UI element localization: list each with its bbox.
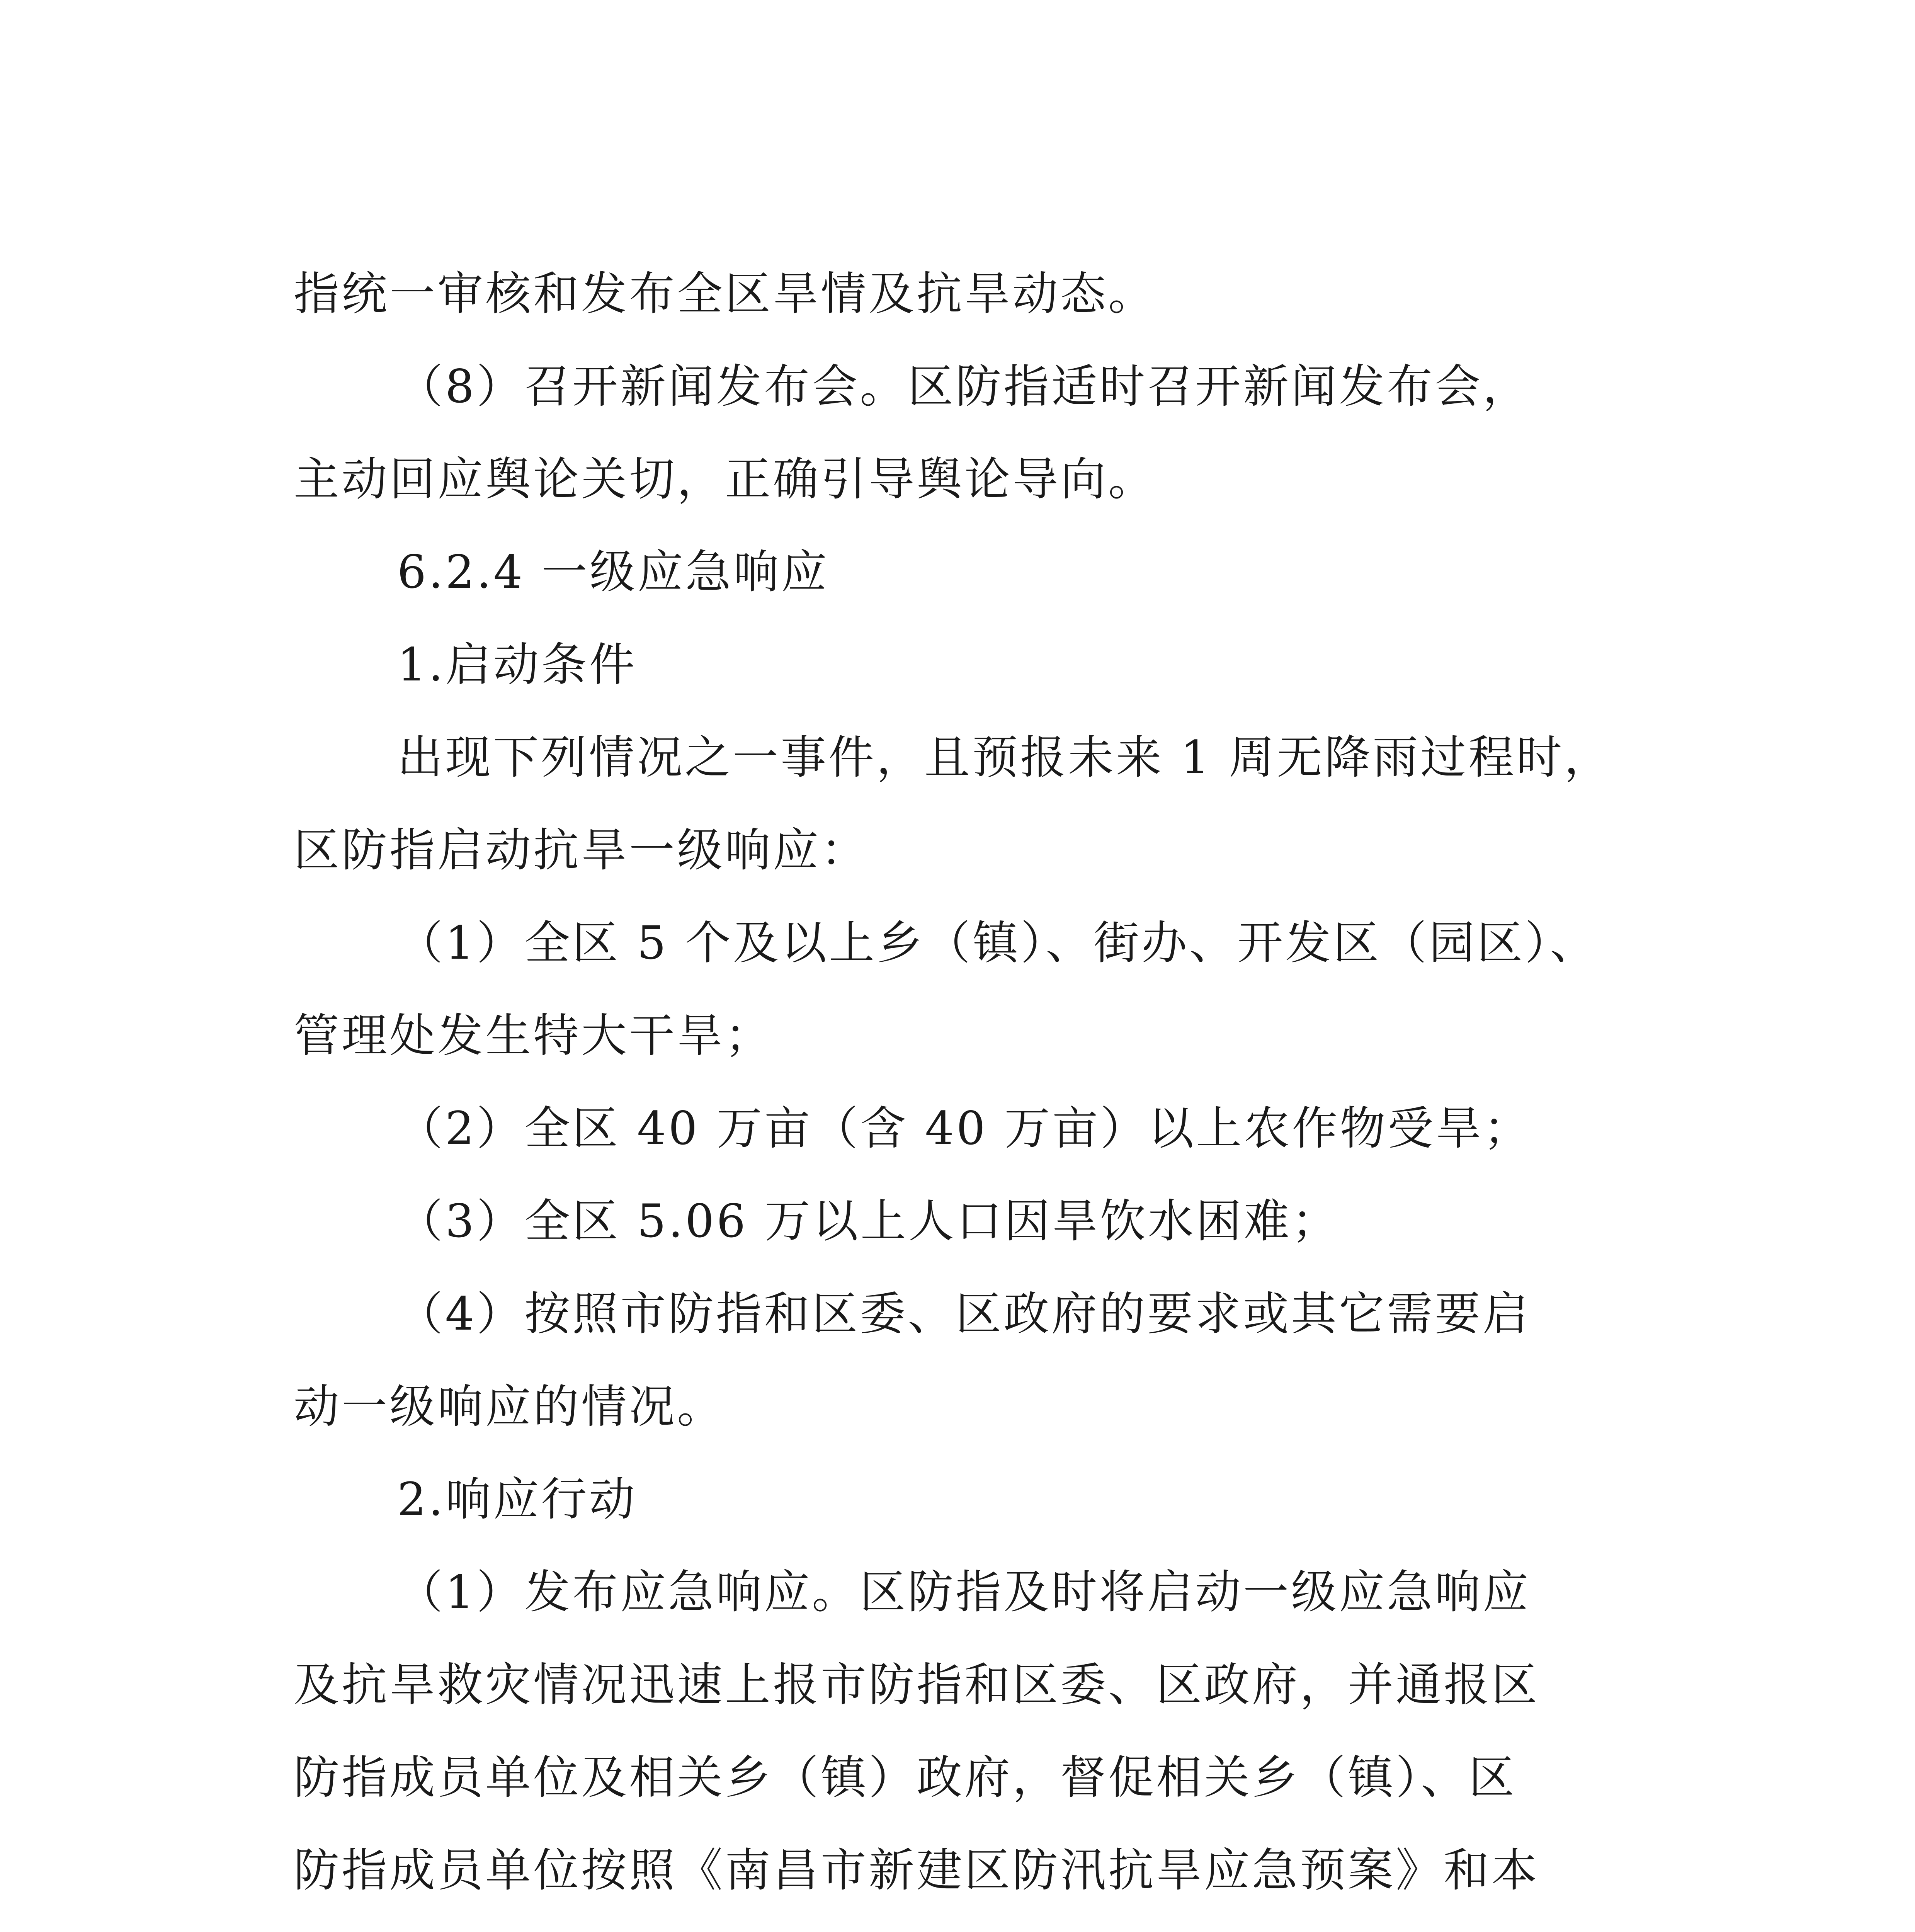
text-line: （4）按照市防指和区委、区政府的要求或其它需要启 bbox=[397, 1287, 1531, 1340]
subheading: 1.启动条件 bbox=[397, 638, 637, 691]
text-line: （1）发布应急响应。区防指及时将启动一级应急响应 bbox=[397, 1565, 1531, 1619]
text-line: 及抗旱救灾情况迅速上报市防指和区委、区政府，并通报区 bbox=[294, 1658, 1540, 1711]
text-line: 区防指启动抗旱一级响应： bbox=[294, 823, 869, 877]
text-line: 指统一审核和发布全区旱情及抗旱动态。 bbox=[294, 267, 1156, 320]
text-line: 主动回应舆论关切，正确引导舆论导向。 bbox=[294, 452, 1156, 506]
text-line: 防指成员单位及相关乡（镇）政府，督促相关乡（镇）、区 bbox=[294, 1751, 1517, 1804]
text-line bbox=[294, 1917, 1539, 1932]
text-line: （3）全区 5.06 万以上人口因旱饮水困难； bbox=[397, 1194, 1340, 1248]
text-line: （2）全区 40 万亩（含 40 万亩）以上农作物受旱； bbox=[397, 1102, 1532, 1155]
text-line: 动一级响应的情况。 bbox=[294, 1380, 725, 1433]
text-line: 防指成员单位按照《南昌市新建区防汛抗旱应急预案》和本 bbox=[294, 1844, 1540, 1897]
text-line: （1）全区 5 个及以上乡（镇）、街办、开发区（园区）、 bbox=[397, 916, 1598, 969]
text-line: 管理处发生特大干旱； bbox=[294, 1009, 773, 1062]
section-heading: 6.2.4 一级应急响应 bbox=[397, 545, 829, 599]
text-line: 出现下列情况之一事件，且预报未来 1 周无降雨过程时， bbox=[397, 731, 1612, 784]
subheading: 2.响应行动 bbox=[397, 1473, 637, 1526]
text-line: （8）召开新闻发布会。区防指适时召开新闻发布会， bbox=[397, 360, 1531, 413]
